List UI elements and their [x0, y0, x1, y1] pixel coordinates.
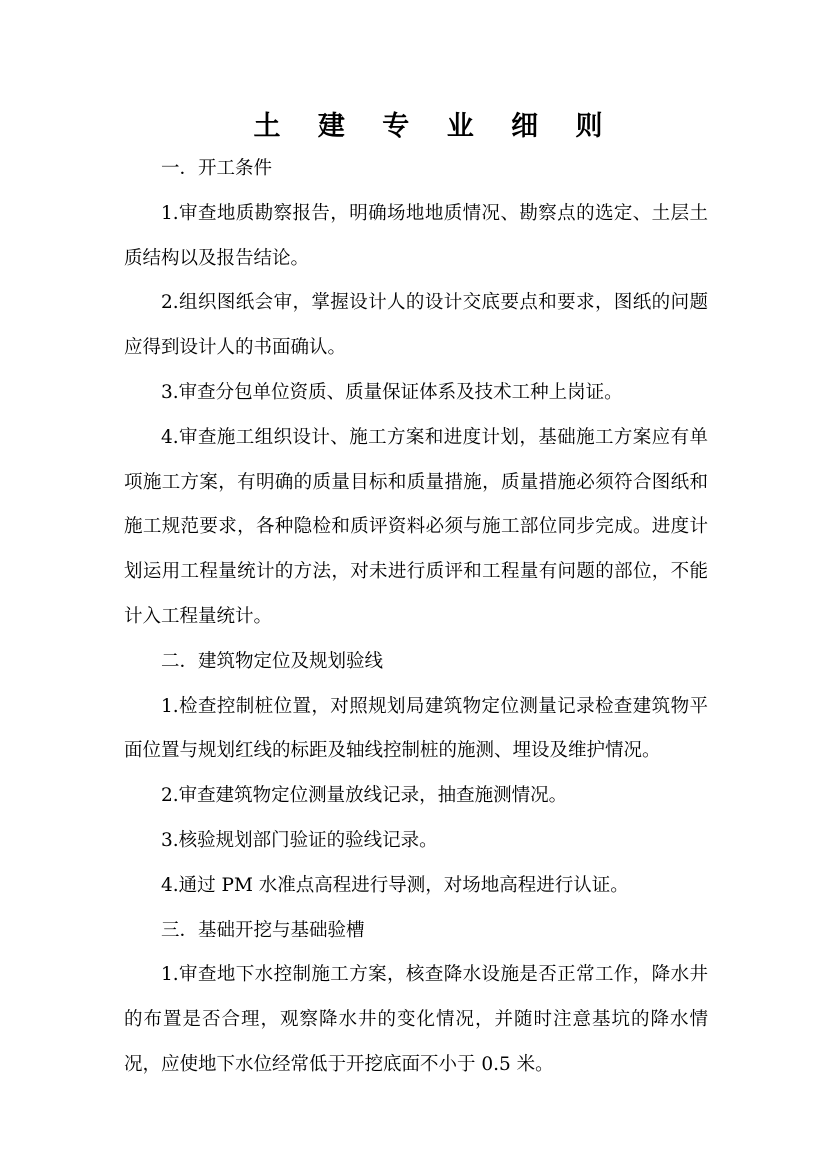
- paragraph: 3.核验规划部门验证的验线记录。: [161, 829, 438, 851]
- document-title: 土 建 专 业 细 则: [253, 111, 617, 142]
- paragraph: 1.审查地质勘察报告，明确场地地质情况、勘察点的选定、土层土质结构以及报告结论。: [124, 202, 708, 269]
- paragraph: 1.检查控制桩位置，对照规划局建筑物定位测量记录检查建筑物平面位置与规划红线的标距及轴线控制桩的施测、埋设及维护情况。: [124, 695, 708, 762]
- paragraph: 4.审查施工组织设计、施工方案和进度计划，基础施工方案应有单项施工方案，有明确的质量目标和质量措施，质量措施必须符合图纸和施工规范要求，各种隐检和质评资料必须与施工部位同步完成。进度计划运用工程量统计的方法，对未进行质评和工程量有问题的部位，不能计入工程量统计。: [124, 426, 708, 627]
- section-heading-3: 三．基础开挖与基础验槽: [161, 919, 365, 941]
- paragraph: 2.审查建筑物定位测量放线记录，抽查施测情况。: [161, 785, 568, 807]
- section-heading-1: 一．开工条件: [161, 158, 273, 179]
- paragraph: 2.组织图纸会审，掌握设计人的设计交底要点和要求，图纸的问题应得到设计人的书面确认。: [124, 292, 708, 359]
- paragraph: 4.通过 PM 水准点高程进行导测，对场地高程进行认证。: [161, 874, 629, 896]
- paragraph: 1.审查地下水控制施工方案，核查降水设施是否正常工作，降水井的布置是否合理，观察降水井的变化情况，并随时注意基坑的降水情况，应使地下水位经常低于开挖底面不小于 0.5 米。: [124, 964, 708, 1075]
- section-heading-2: 二．建筑物定位及规划验线: [161, 650, 384, 672]
- paragraph: 3.审查分包单位资质、质量保证体系及技术工种上岗证。: [161, 381, 623, 403]
- document-body: [124, 147, 708, 1088]
